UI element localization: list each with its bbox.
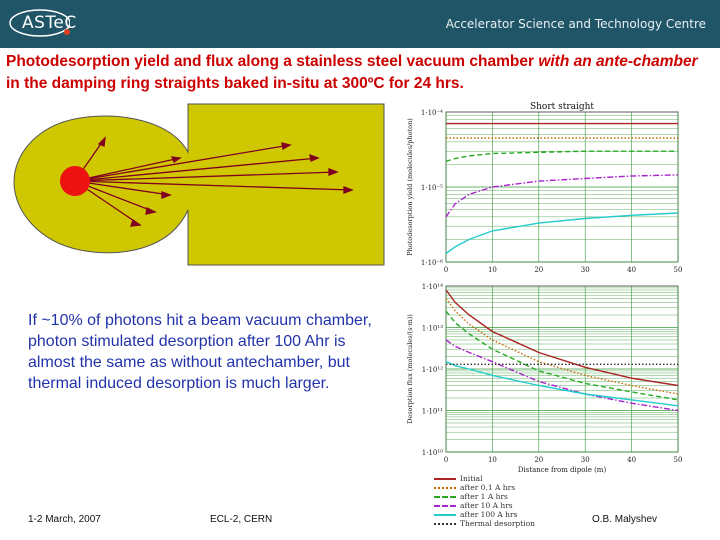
header-title: Accelerator Science and Technology Centre (445, 17, 706, 31)
legend-item (434, 510, 584, 519)
x-tick-label: 50 (673, 456, 683, 464)
y-tick-label: 1·10¹² (421, 366, 443, 374)
y-axis-label: Desorption flux (molecules/(s·m)) (406, 314, 414, 424)
y-axis-label: Photodesorption yield (molecules/photon) (406, 118, 414, 256)
legend-item (434, 483, 584, 492)
chamber-diagram (0, 100, 400, 280)
legend-swatch (434, 505, 456, 507)
chart-title: Short straight (529, 102, 595, 112)
flux-chart (402, 278, 688, 474)
x-tick-label: 30 (580, 266, 590, 274)
legend-item (434, 474, 584, 483)
legend-label: after 10 A hrs (460, 501, 513, 510)
footer-date: 1-2 March, 2007 (28, 514, 101, 525)
legend-label: after 1 A hrs (460, 492, 508, 501)
x-tick-label: 40 (627, 266, 637, 274)
x-tick-label: 30 (580, 456, 590, 464)
x-axis-label: Distance from dipole (m) (517, 466, 607, 474)
slide-title (6, 51, 714, 95)
legend-label: Initial (460, 474, 483, 483)
x-tick-label: 50 (673, 266, 683, 274)
legend-item (434, 519, 584, 528)
legend-swatch (434, 487, 456, 489)
y-tick-label: 1·10¹⁰ (421, 449, 443, 457)
body-text: If ~10% of photons hit a beam vacuum chamber, photon stimulated desorption after 100 Ahr is almost the same as without antechamber, but thermal induced desorption is much larger. (28, 312, 372, 392)
legend-swatch (434, 478, 456, 480)
legend-swatch (434, 514, 456, 516)
legend-swatch (434, 523, 456, 525)
chart-legend (434, 474, 584, 528)
title-part-3: in the damping ring straights baked in-situ at 300ºC for 24 hrs. (6, 75, 464, 92)
x-tick-label: 0 (443, 456, 449, 464)
y-tick-label: 1·10¹¹ (421, 407, 443, 416)
y-tick-label: 1·10⁻⁵ (420, 184, 443, 192)
y-tick-label: 1·10⁻⁶ (420, 259, 443, 267)
footer-author: O.B. Malyshev (592, 514, 658, 525)
beam-spot (60, 166, 90, 196)
x-tick-label: 10 (487, 456, 497, 464)
x-tick-label: 40 (627, 456, 637, 464)
footer-event: ECL-2, CERN (210, 514, 273, 525)
yield-chart (402, 96, 688, 276)
header-bar (0, 0, 720, 48)
y-tick-label: 1·10¹⁴ (421, 283, 443, 291)
y-tick-label: 1·10¹³ (421, 324, 443, 333)
legend-item (434, 501, 584, 510)
x-tick-label: 20 (534, 456, 544, 464)
legend-label: Thermal desorption (460, 519, 535, 528)
title-part-1: Photodesorption yield and flux along a stainless steel vacuum chamber (6, 53, 539, 70)
legend-item (434, 492, 584, 501)
legend-label: after 100 A hrs (460, 510, 518, 519)
x-tick-label: 0 (443, 266, 449, 274)
logo-text: ASTeC (22, 13, 77, 33)
y-tick-label: 1·10⁻⁴ (420, 109, 443, 117)
legend-label: after 0.1 A hrs (460, 483, 516, 492)
legend-swatch (434, 496, 456, 498)
x-tick-label: 20 (534, 266, 544, 274)
title-part-2: with an ante-chamber (538, 53, 698, 70)
x-tick-label: 10 (487, 266, 497, 274)
